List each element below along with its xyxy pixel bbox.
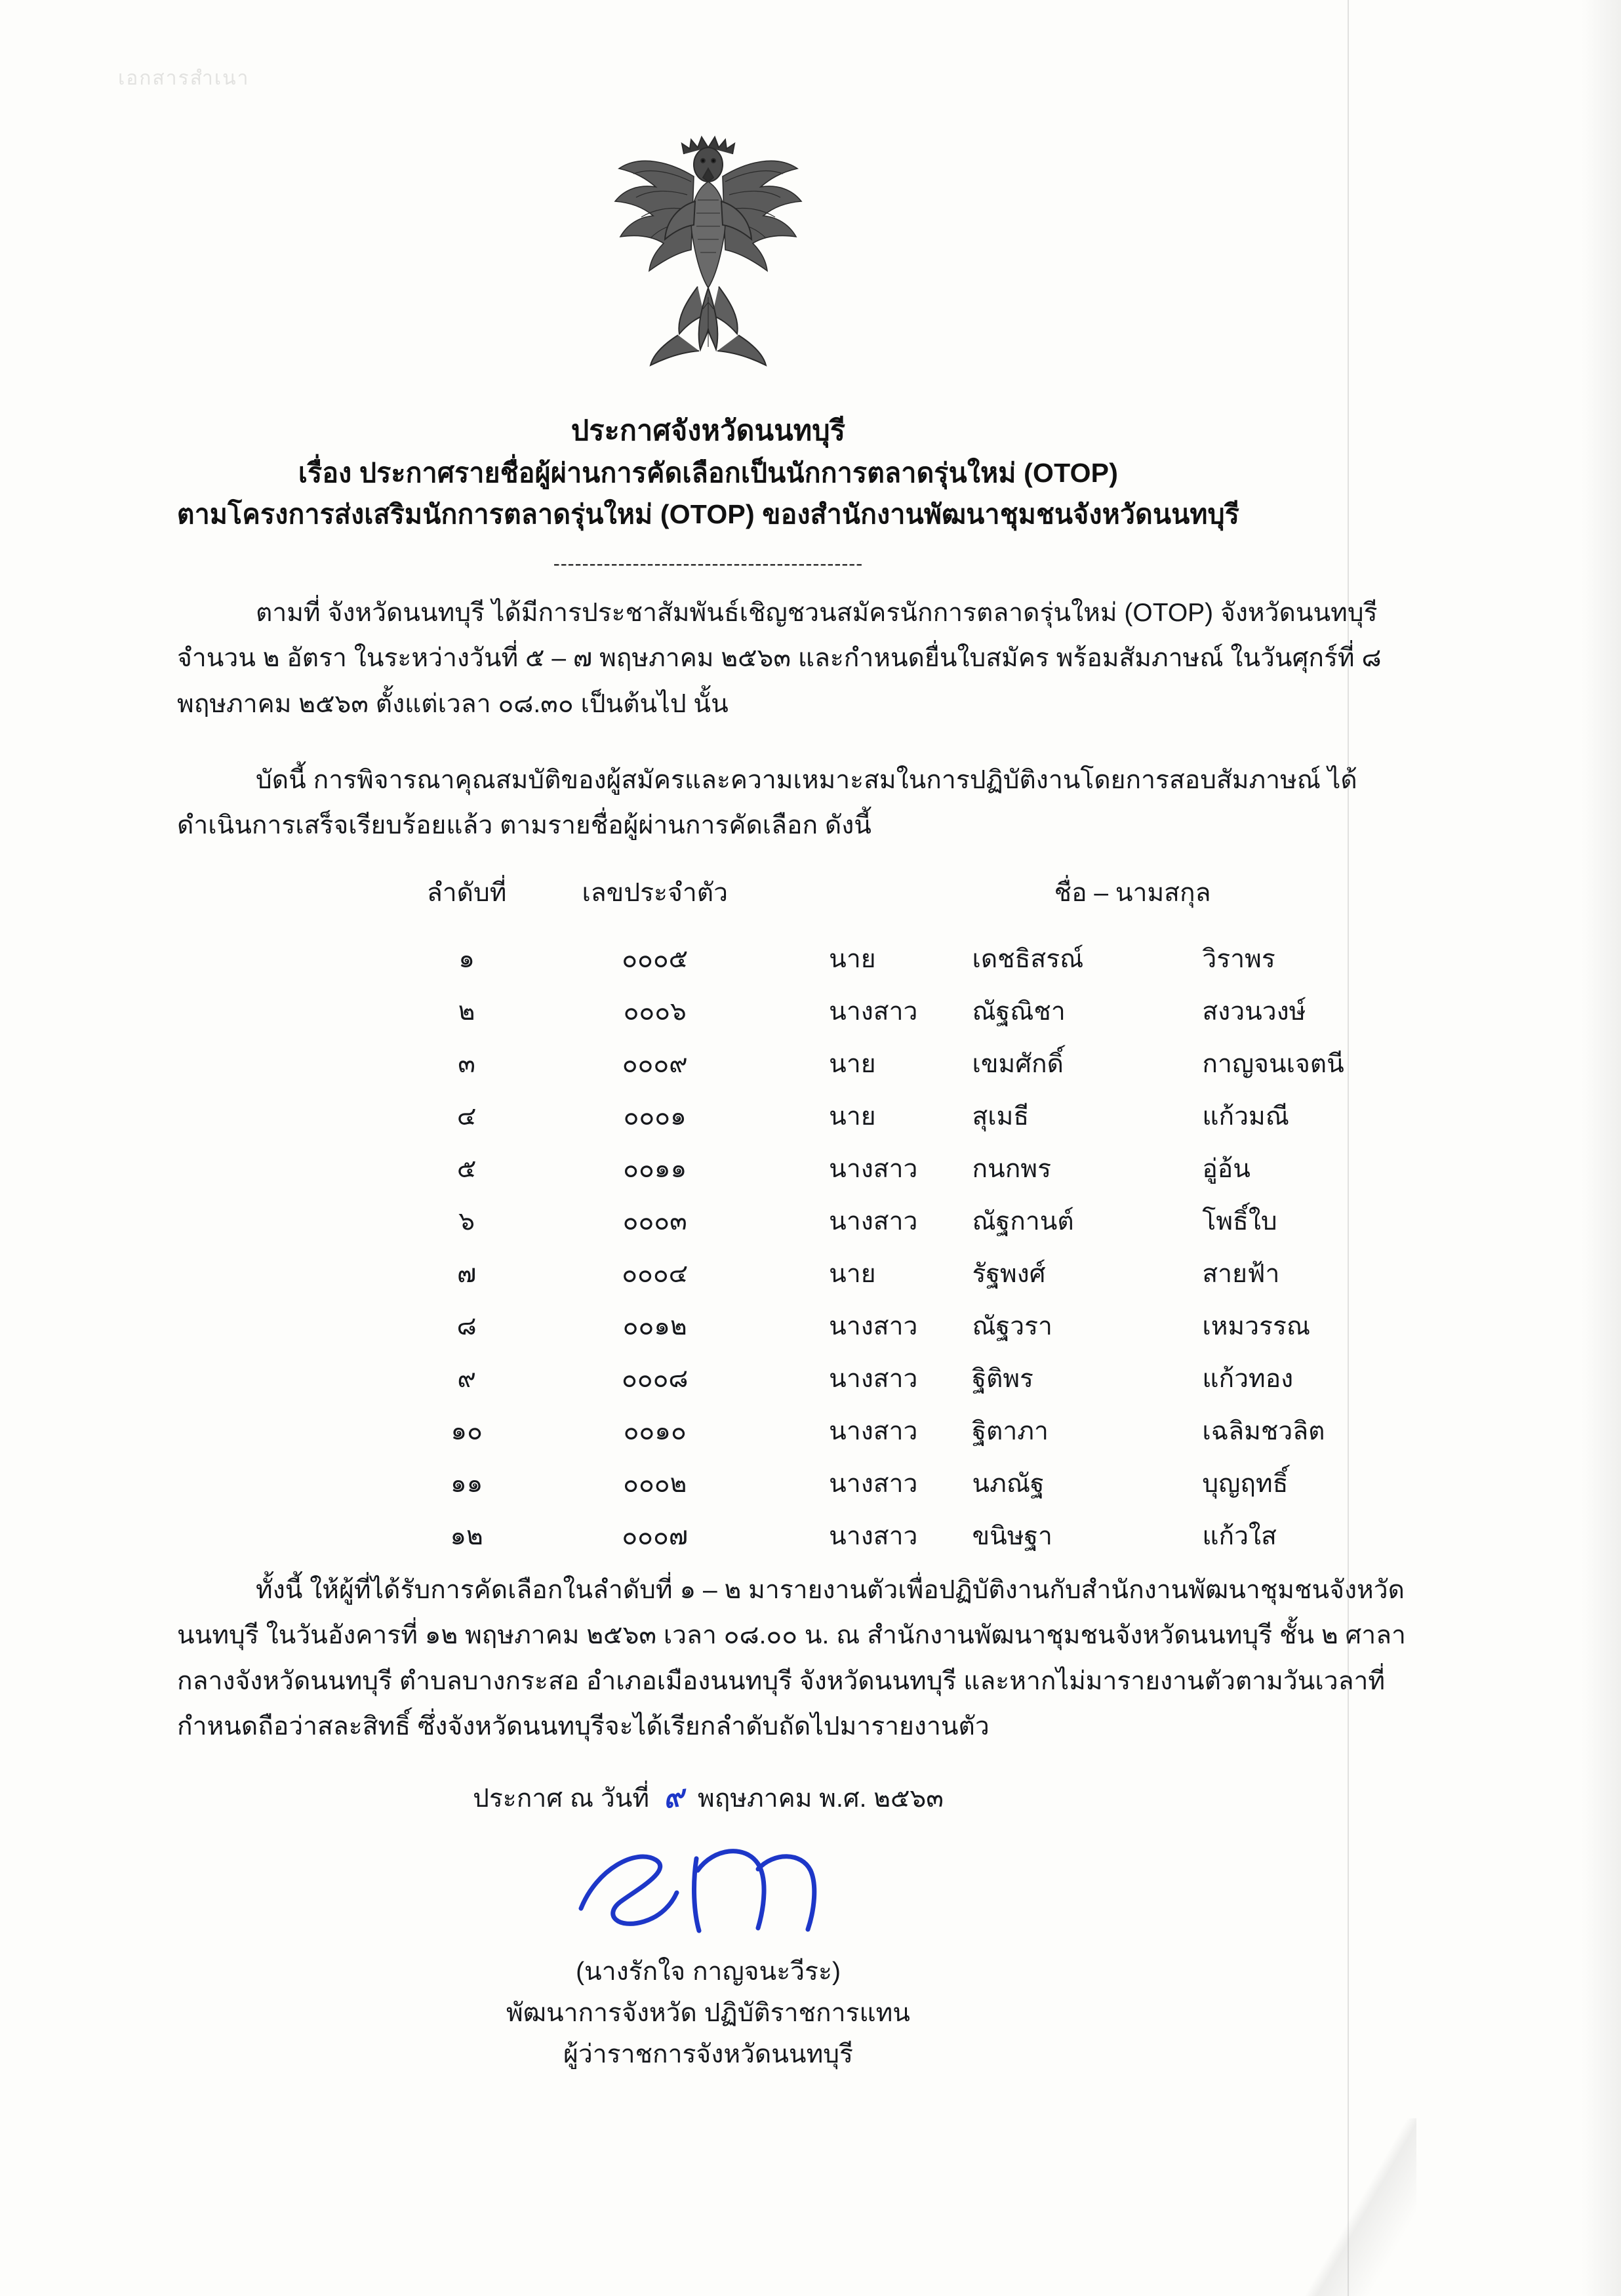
table-row xyxy=(393,1510,1495,1562)
cell-id: ๐๐๐๖ xyxy=(623,997,687,1026)
cell-no: ๑๑ xyxy=(450,1470,483,1498)
scan-ghost-text: เอกสารสำเนา xyxy=(118,67,250,90)
cell-no: ๘ xyxy=(456,1312,477,1340)
cell-no: ๕ xyxy=(456,1155,477,1183)
table-row xyxy=(393,1037,1495,1090)
paragraph-1-container xyxy=(177,590,1416,749)
heading-line-3: ตามโครงการส่งเสริมนักการตลาดรุ่นใหม่ (OTOP) ของสำนักงานพัฒนาชุมชนจังหวัดนนทบุรี xyxy=(176,498,1240,529)
table-head xyxy=(393,872,1495,933)
cell-first: รัฐพงศ์ xyxy=(972,1260,1046,1288)
handwritten-day: ๙ xyxy=(660,1779,687,1815)
heading-line-1: ประกาศจังหวัดนนทบุรี xyxy=(570,415,846,447)
paragraph-2 xyxy=(177,757,1416,849)
cell-id: ๐๐๐๑ xyxy=(623,1102,687,1131)
cell-title: นาย xyxy=(829,1102,876,1131)
heading-line-2: เรื่อง ประกาศรายชื่อผู้ผ่านการคัดเลือกเป็นนักการตลาดรุ่นใหม่ (OTOP) xyxy=(298,458,1119,489)
cell-title: นางสาว xyxy=(829,1522,918,1550)
signer-position-line-1: พัฒนาการจังหวัด ปฏิบัติราชการแทน xyxy=(506,1999,910,2028)
cell-title: นางสาว xyxy=(829,997,918,1026)
date-prefix: ประกาศ ณ วันที่ xyxy=(473,1784,650,1813)
cell-last: เฉลิมชวลิต xyxy=(1202,1417,1325,1445)
cell-first: กนกพร xyxy=(972,1155,1052,1183)
cell-first: นภณัฐ xyxy=(972,1470,1045,1498)
header-name: ชื่อ – นามสกุล xyxy=(1054,879,1211,907)
paragraph-2-container xyxy=(177,757,1416,871)
cell-last: บุญฤทธิ์ xyxy=(1202,1470,1289,1498)
cell-last: แก้วใส xyxy=(1202,1522,1277,1550)
cell-last: กาญจนเจตนี xyxy=(1202,1050,1344,1078)
cell-first: ฐิติพร xyxy=(972,1365,1034,1393)
cell-id: ๐๐๐๓ xyxy=(622,1207,687,1236)
table-row xyxy=(393,1090,1495,1142)
cell-first: สุเมธี xyxy=(972,1102,1030,1131)
scan-artifact-fold xyxy=(1266,2118,1416,2296)
cell-title: นางสาว xyxy=(829,1312,918,1340)
cell-no: ๑ xyxy=(458,945,475,973)
emblem-container xyxy=(0,121,1416,386)
date-suffix: พฤษภาคม พ.ศ. ๒๕๖๓ xyxy=(698,1784,944,1813)
table-row xyxy=(393,1195,1495,1247)
cell-id: ๐๐๑๐ xyxy=(623,1417,687,1445)
cell-title: นางสาว xyxy=(829,1155,918,1183)
header-no: ลำดับที่ xyxy=(426,879,507,907)
header-id: เลขประจำตัว xyxy=(582,879,728,907)
cell-first: ณัฐวรา xyxy=(972,1312,1052,1340)
cell-title: นาย xyxy=(829,945,876,973)
cell-first: เดชธิสรณ์ xyxy=(972,945,1084,973)
cell-id: ๐๐๐๕ xyxy=(622,945,689,973)
paragraph-1-text: ตามที่ จังหวัดนนทบุรี ได้มีการประชาสัมพันธ์เชิญชวนสมัครนักการตลาดรุ่นใหม่ (OTOP) จังหวัดนนทบุรี จำนวน ๒ อัตรา ในระหว่างวันที่ ๕ – ๗ พฤษภาคม ๒๕๖๓ และกำหนดยื่นใบสมัคร พร้อมสัมภาษณ์ ในวันศุกร์ที่ ๘ พฤษภาคม ๒๕๖๓ ตั้งแต่เวลา ๐๘.๓๐ เป็นต้นไป นั้น xyxy=(177,599,1382,718)
cell-title: นางสาว xyxy=(829,1417,918,1445)
table-row xyxy=(393,985,1495,1037)
table-row xyxy=(393,1142,1495,1195)
signer-position-line-2: ผู้ว่าราชการจังหวัดนนทบุรี xyxy=(563,2040,853,2069)
cell-first: ณัฐกานต์ xyxy=(972,1207,1074,1236)
cell-id: ๐๐๐๗ xyxy=(622,1522,689,1550)
paragraph-3 xyxy=(177,1567,1416,1750)
heading-divider: ------------------------------------------- xyxy=(553,552,864,574)
table-body xyxy=(393,933,1495,1562)
cell-title: นางสาว xyxy=(829,1365,918,1393)
cell-no: ๔ xyxy=(456,1102,477,1131)
signer-name: (นางรักใจ กาญจนะวีระ) xyxy=(576,1958,841,1986)
cell-title: นาย xyxy=(829,1260,876,1288)
table-row xyxy=(393,1300,1495,1352)
cell-id: ๐๐๐๘ xyxy=(621,1365,689,1393)
paragraph-1 xyxy=(177,590,1416,727)
cell-first: ฐิตาภา xyxy=(972,1417,1049,1445)
cell-title: นางสาว xyxy=(829,1207,918,1236)
table-row xyxy=(393,933,1495,985)
cell-last: สงวนวงษ์ xyxy=(1202,997,1306,1026)
paragraph-3-text: ทั้งนี้ ให้ผู้ที่ได้รับการคัดเลือกในลำดับที่ ๑ – ๒ มารายงานตัวเพื่อปฏิบัติงานกับสำนักงานพัฒนาชุมชนจังหวัดนนทบุรี ในวันอังคารที่ ๑๒ พฤษภาคม ๒๕๖๓ เวลา ๐๘.๐๐ น. ณ สำนักงานพัฒนาชุมชนจังหวัดนนทบุรี ชั้น ๒ ศาลากลางจังหวัดนนทบุรี ตำบลบางกระสอ อำเภอเมืองนนทบุรี จังหวัดนนทบุรี และหากไม่มารายงานตัวตามวันเวลาที่กำหนดถือว่าสละสิทธิ์ ซึ่งจังหวัดนนทบุรีจะได้เรียกลำดับถัดไปมารายงานตัว xyxy=(177,1576,1406,1741)
cell-last: อู่อ้น xyxy=(1202,1155,1251,1183)
cell-no: ๗ xyxy=(456,1260,477,1288)
table-row xyxy=(393,1352,1495,1405)
table-header-row xyxy=(393,872,1495,933)
announcement-date-line xyxy=(0,1774,1416,1820)
garuda-emblem-icon xyxy=(610,121,807,384)
cell-first: เขมศักดิ์ xyxy=(972,1050,1064,1078)
cell-no: ๙ xyxy=(457,1365,476,1393)
handwritten-signature-icon xyxy=(557,1830,859,1954)
signer-block xyxy=(0,1951,1416,2076)
cell-last: แก้วทอง xyxy=(1202,1365,1294,1393)
cell-first: ณัฐณิชา xyxy=(972,997,1066,1026)
cell-id: ๐๐๐๔ xyxy=(622,1260,689,1288)
cell-no: ๓ xyxy=(458,1050,475,1078)
selected-candidates-table-wrapper xyxy=(177,872,1416,1562)
cell-last: โพธิ์ใบ xyxy=(1202,1207,1277,1236)
paragraph-2-text: บัดนี้ การพิจารณาคุณสมบัติของผู้สมัครและความเหมาะสมในการปฏิบัติงานโดยการสอบสัมภาษณ์ ได้ดำเนินการเสร็จเรียบร้อยแล้ว ตามรายชื่อผู้ผ่านการคัดเลือก ดังนี้ xyxy=(177,766,1357,840)
cell-id: ๐๐๐๙ xyxy=(622,1050,688,1078)
signature-container xyxy=(0,1830,1416,1957)
paragraph-3-container xyxy=(177,1567,1416,1772)
cell-last: เหมวรรณ xyxy=(1202,1312,1311,1340)
cell-last: แก้วมณี xyxy=(1202,1102,1289,1131)
table-row xyxy=(393,1247,1495,1300)
cell-first: ขนิษฐา xyxy=(972,1522,1052,1550)
cell-no: ๑๒ xyxy=(450,1522,483,1550)
cell-id: ๐๐๑๒ xyxy=(622,1312,687,1340)
scan-artifact-edge xyxy=(1582,0,1621,2296)
cell-last: สายฟ้า xyxy=(1202,1260,1280,1288)
cell-no: ๑๐ xyxy=(450,1417,483,1445)
cell-id: ๐๐๑๑ xyxy=(623,1155,687,1183)
table-row xyxy=(393,1405,1495,1457)
selected-candidates-table xyxy=(393,872,1495,1562)
table-row xyxy=(393,1457,1495,1510)
cell-id: ๐๐๐๒ xyxy=(623,1470,687,1498)
document-heading xyxy=(0,410,1416,575)
cell-title: นางสาว xyxy=(829,1470,918,1498)
cell-no: ๖ xyxy=(458,1207,475,1236)
cell-no: ๒ xyxy=(458,997,475,1026)
cell-last: วิราพร xyxy=(1202,945,1275,973)
cell-title: นาย xyxy=(829,1050,876,1078)
